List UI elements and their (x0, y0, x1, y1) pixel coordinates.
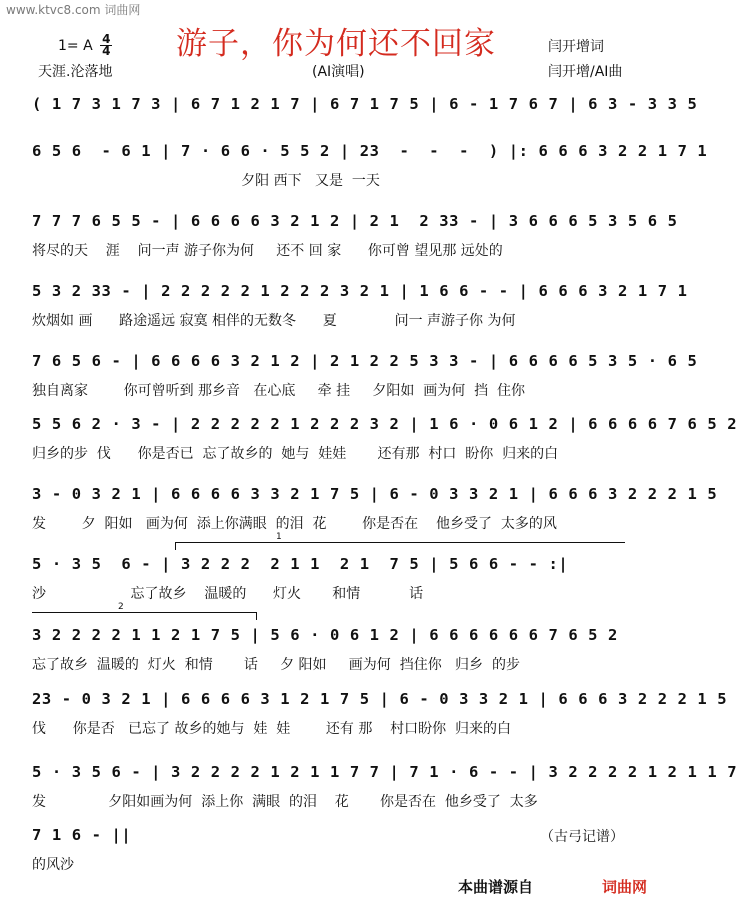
notation-row: 7 1 6 - || (32, 826, 132, 844)
second-ending-bracket (32, 612, 257, 613)
notation-row: 7 7 7 6 5 5 - | 6 6 6 6 3 2 1 2 | 2 1 2 33 - | 3 6 6 6 5 3 5 6 5 (32, 212, 678, 230)
notation-row: 7 6 5 6 - | 6 6 6 6 3 2 1 2 | 2 1 2 2 5 3 3 - | 6 6 6 6 5 3 5 · 6 5 (32, 352, 698, 370)
notation-row: 5 · 3 5 6 - | 3 2 2 2 2 1 1 2 1 7 5 | 5 6 6 - - :| (32, 555, 569, 573)
staff-line (32, 415, 737, 473)
lyric-row: 炊烟如 画 路途遥远 寂寞 相伴的无数冬 夏 问一 声游子你 为何 (32, 313, 516, 329)
time-signature-top: 4 (102, 32, 111, 46)
staff-line (32, 690, 728, 748)
notation-row: 23 - 0 3 2 1 | 6 6 6 6 3 1 2 1 7 5 | 6 - 0 3 3 2 1 | 6 6 6 3 2 2 2 1 5 (32, 690, 728, 708)
notation-row: 6 5 6 - 6 1 | 7 · 6 6 · 5 5 2 | 23 - - - ) |: 6 6 6 3 2 2 1 7 1 (32, 142, 708, 160)
lyric-row: 将尽的天 涯 问一声 游子你为何 还不 回 家 你可曾 望见那 远处的 (32, 243, 503, 259)
notation-row: ( 1 7 3 1 7 3 | 6 7 1 2 1 7 | 6 7 1 7 5 | 6 - 1 7 6 7 | 6 3 - 3 3 5 (32, 95, 698, 113)
time-signature-bottom: 4 (102, 44, 111, 58)
second-ending-number: 2 (118, 602, 124, 612)
key-signature (58, 34, 112, 57)
staff-line (32, 485, 718, 543)
staff-line (32, 282, 688, 340)
lyric-row: 归乡的步 伐 你是否已 忘了故乡的 她与 娃娃 还有那 村口 盼你 归来的白 (32, 446, 559, 462)
key-label: 1= A (58, 37, 93, 54)
lyric-row: 沙 忘了故乡 温暖的 灯火 和情 话 (32, 586, 424, 602)
composer-credit: 闫开增/AI曲 (548, 64, 623, 80)
watermark-text: www.ktvc8.com 词曲网 (6, 3, 141, 17)
lyricist-credit: 闫开增词 (548, 39, 604, 55)
lyric-row (32, 123, 632, 143)
performer-credit: (AI演唱) (312, 64, 365, 80)
singer-credit: 天涯.沦落地 (38, 64, 113, 80)
transcriber-credit: （古弓记谱） (540, 829, 624, 845)
lyric-row: 伐 你是否 已忘了 故乡的她与 娃 娃 还有 那 村口盼你 归来的白 (32, 721, 512, 737)
first-ending-bracket (175, 542, 625, 543)
lyric-row: 忘了故乡 温暖的 灯火 和情 话 夕 阳如 画为何 挡住你 归乡 的步 (32, 657, 520, 673)
lyric-row: 夕阳 西下 又是 一天 (32, 173, 380, 189)
staff-line (32, 626, 632, 684)
site-logo-text[interactable]: 词曲网 (602, 878, 648, 896)
first-ending-number: 1 (276, 532, 282, 542)
notation-row: 5 5 6 2 · 3 - | 2 2 2 2 2 1 2 2 2 3 2 | 1 6 · 0 6 1 2 | 6 6 6 6 7 6 5 2 (32, 415, 737, 433)
lyric-row: 独自离家 你可曾听到 那乡音 在心底 牵 挂 夕阳如 画为何 挡 住你 (32, 383, 526, 399)
notation-row: 5 3 2 33 - | 2 2 2 2 2 1 2 2 2 3 2 1 | 1 6 6 - - | 6 6 6 3 2 1 7 1 (32, 282, 688, 300)
time-signature (100, 34, 112, 57)
song-title: 游子，你为何还不回家 (176, 26, 496, 62)
first-ending-bracket-tick (175, 542, 176, 550)
staff-line (32, 352, 698, 410)
notation-row: 5 · 3 5 6 - | 3 2 2 2 2 1 2 1 1 7 7 | 7 1 · 6 - - | 3 2 2 2 2 1 2 1 1 7 (32, 763, 737, 781)
notation-row: 3 - 0 3 2 1 | 6 6 6 6 3 3 2 1 7 5 | 6 - 0 3 3 2 1 | 6 6 6 3 2 2 2 1 5 (32, 485, 718, 503)
staff-line (32, 763, 737, 821)
second-ending-bracket-tick (256, 612, 257, 620)
lyric-row: 发 夕阳如画为何 添上你 满眼 的泪 花 你是否在 他乡受了 太多 (32, 794, 538, 810)
staff-line (32, 142, 708, 200)
lyric-row: 发 夕 阳如 画为何 添上你满眼 的泪 花 你是否在 他乡受了 太多的风 (32, 516, 557, 532)
staff-line (32, 212, 678, 270)
lyric-row: 的风沙 (32, 857, 74, 873)
notation-row: 3 2 2 2 2 1 1 2 1 7 5 | 5 6 · 0 6 1 2 | 6 6 6 6 6 6 7 6 5 2 (32, 626, 618, 644)
source-label: 本曲谱源自 (458, 878, 534, 896)
